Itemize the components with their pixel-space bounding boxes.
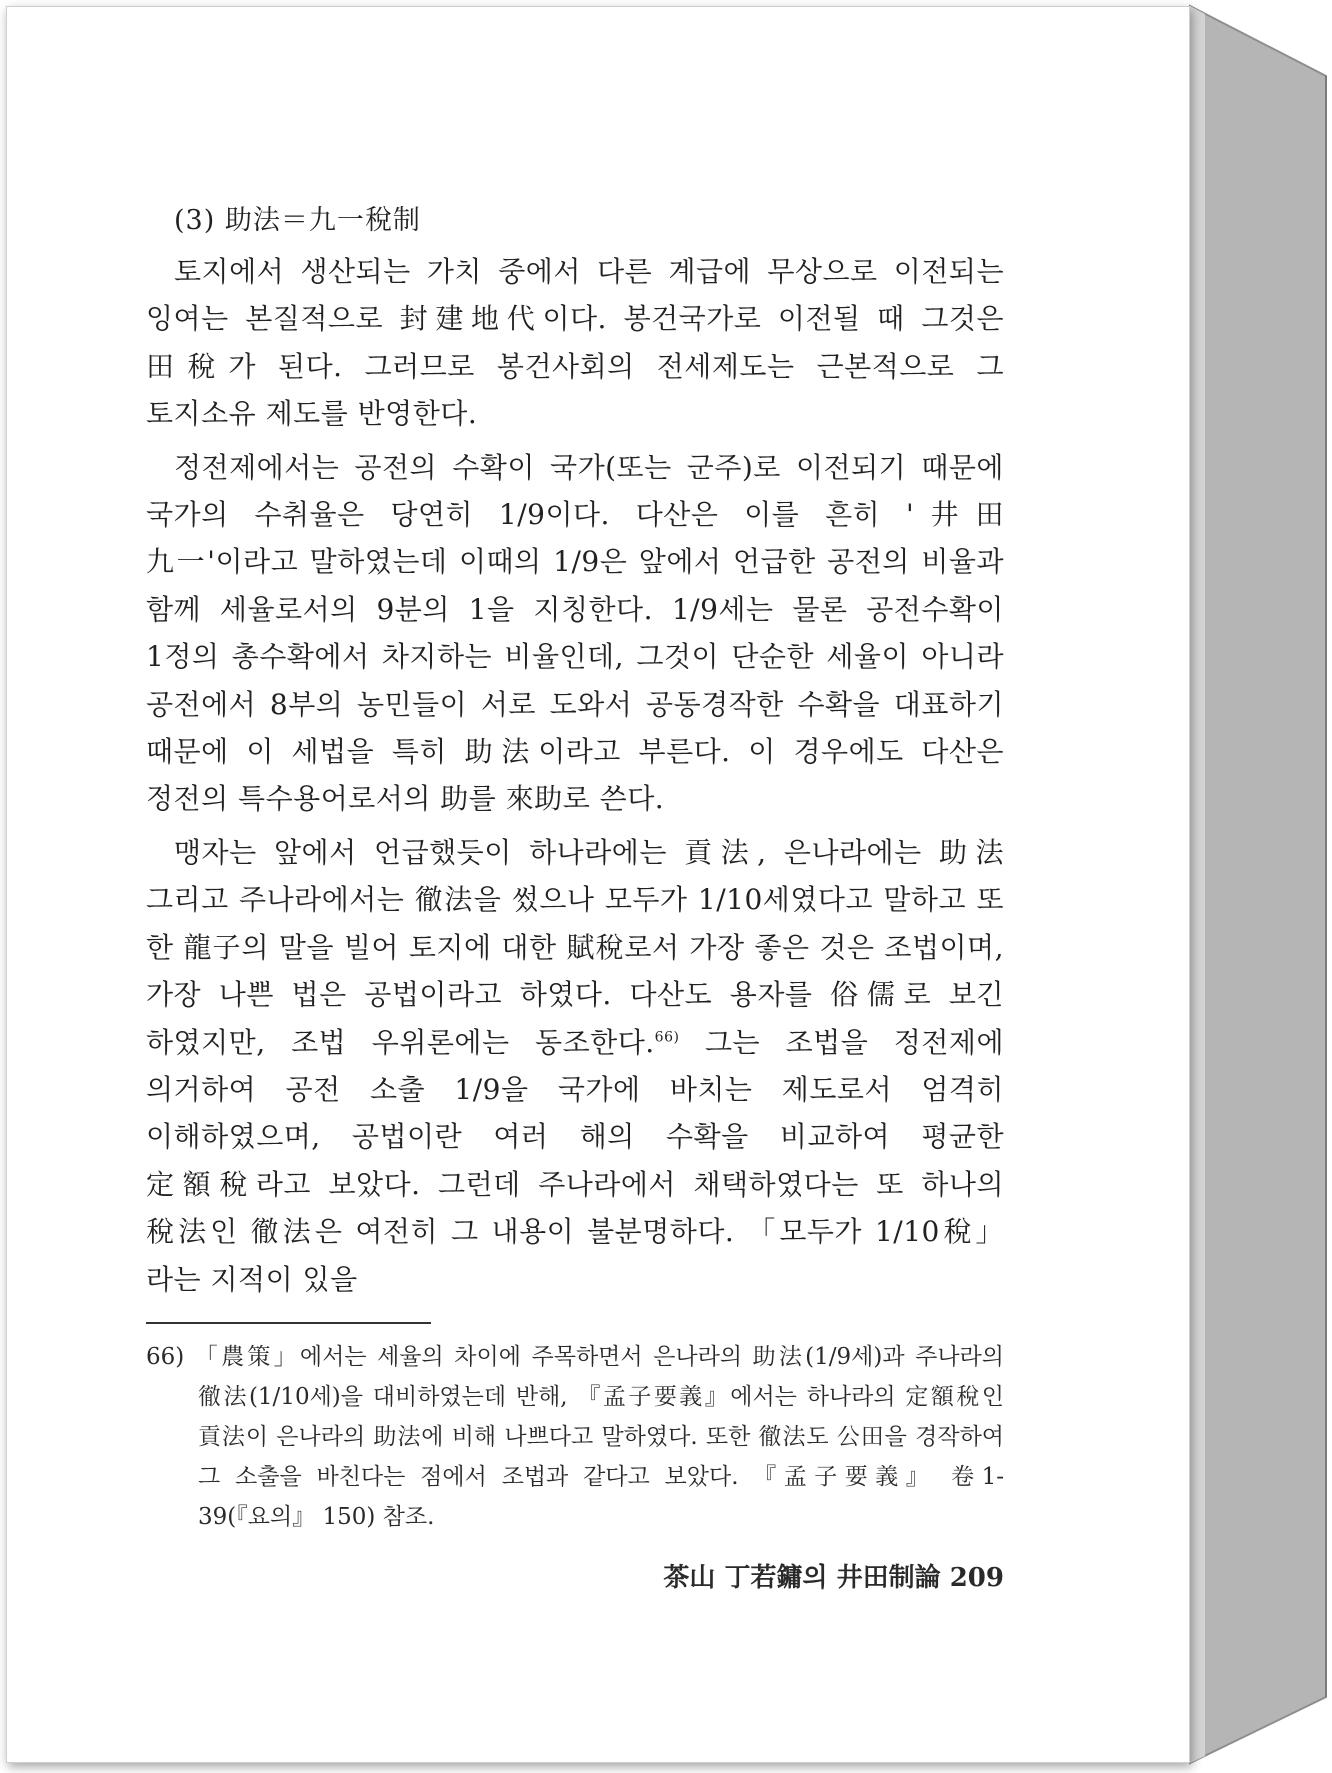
page-number: 209 [949,1563,1004,1593]
footnote-reference[interactable]: 66) [654,1029,680,1046]
running-title: 茶山 丁若鏞의 井田制論 [663,1563,941,1593]
paragraph-1: 토지에서 생산되는 가치 중에서 다른 계급에 무상으로 이전되는 잉여는 본질적으로 封建地代이다. 봉건국가로 이전될 때 그것은 田稅가 된다. 그러므로 봉건사회의 전세제도는 근본적으로 그 토지소유 제도를 반영한다. [146,255,1004,431]
footnote-divider [146,1322,431,1324]
paragraph-3-continuation: 그는 조법을 정전제에 의거하여 공전 소출 1/9을 국가에 바치는 제도로서 엄격히 이해하였으며, 공법이란 여러 해의 수확을 비교하여 평균한 定額稅라고 보았다. 그런데 주나라에서 채택하였다는 또 하나의 稅法인 徹法은 여전히 그 내용이 불분명하다. 「모두가 1/10稅」라는 지적이 있을 [146,1025,1004,1296]
paragraph-2: 정전제에서는 공전의 수확이 국가(또는 군주)로 이전되기 때문에 국가의 수취율은 당연히 1/9이다. 다산은 이를 흔히 '井田 九一'이라고 말하였는데 이때의 1/9은 앞에서 언급한 공전의 비율과 함께 세율로서의 9분의 1을 지칭한다. 1/9세는 물론 공전수확이 1정의 총수확에서 차지하는 비율인데, 그것이 단순한 세율이 아니라 공전에서 8부의 농민들이 서로 도와서 공동경작한 수확을 대표하기 때문에 이 세법을 특히 助法이라고 부른다. 이 경우에도 다산은 정전의 특수용어로서의 助를 來助로 쓴다. [146,450,1004,816]
book-side-panel [1190,6,1326,1763]
book-spine-highlight [1190,6,1205,1763]
section-heading: (3) 助法＝九一稅制 [174,205,421,236]
paragraph-3-text: 맹자는 앞에서 언급했듯이 하나라에는 貢法, 은나라에는 助法 그리고 주나라에서는 徹法을 썼으나 모두가 1/10세였다고 말하고 또 한 龍子의 말을 빌어 토지에 대한 賦稅로서 가장 좋은 것은 조법이며, 가장 나쁜 법은 공법이라고 하였다. 다산도 용자를 俗儒로 보긴 하였지만, 조법 우위론에는 동조한다. [146,835,1004,1059]
paragraph-3 [146,829,1004,1303]
footnote-66: 66) 「農策」에서는 세율의 차이에 주목하면서 은나라의 助法(1/9세)과 주나라의 徹法(1/10세)을 대비하였는데 반해, 『孟子要義』에서는 하나라의 定額稅인 貢法이 은나라의 助法에 비해 나쁘다고 말하였다. 또한 徹法도 公田을 경작하여 그 소출을 바친다는 점에서 조법과 같다고 보았다. 『孟子要義』 卷1-39(『요의』 150) 참조. [146,1344,1004,1530]
page-body [146,196,1004,1303]
running-footer [560,1560,1004,1596]
